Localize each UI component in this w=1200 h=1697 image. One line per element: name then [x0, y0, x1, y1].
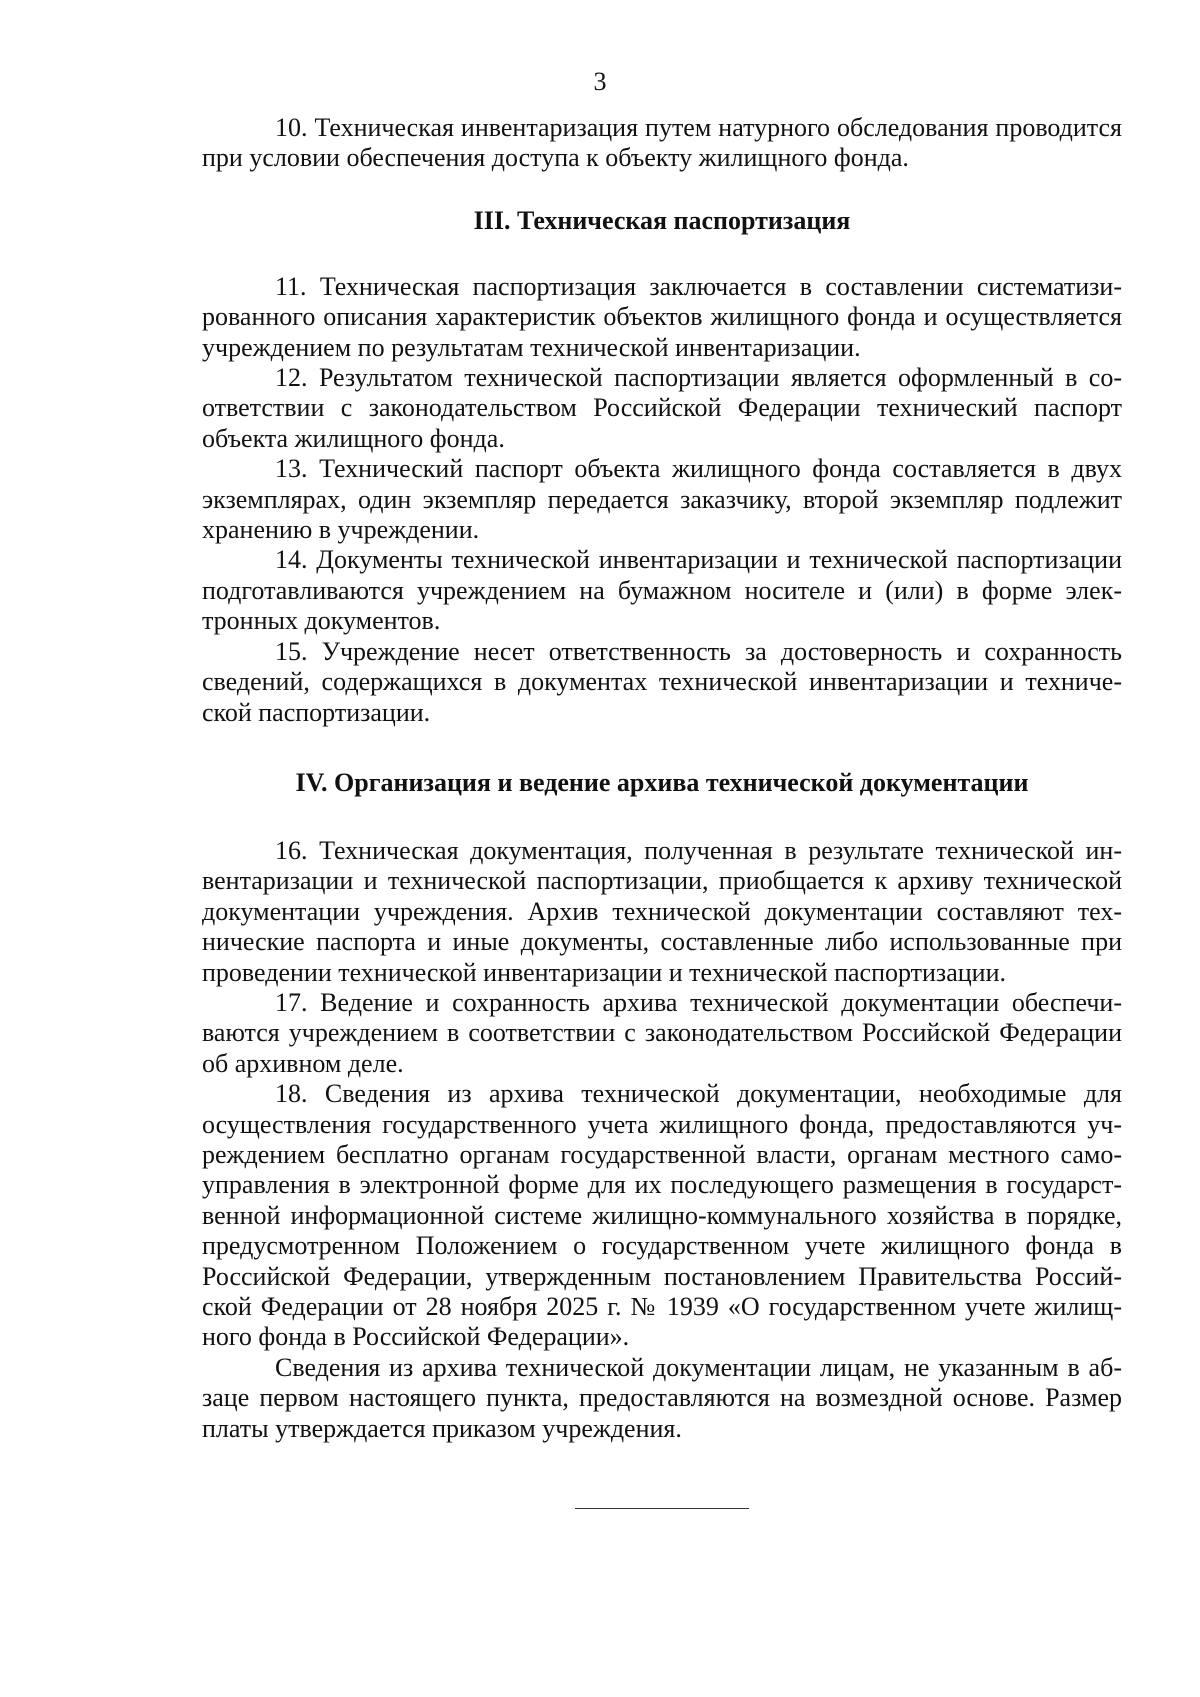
- section-heading-4: IV. Организация и ведение архива технической документации: [295, 767, 1029, 797]
- paragraph-15: 15. Учреждение несет ответственность за достоверность и сохранность сведений, содержащихся в документах технической инвентаризации и технической паспортизации.: [202, 636, 1122, 727]
- paragraph-12: 12. Результатом технической паспортизации является оформленный в соответствии с законодательством Российской Федерации технический паспорт объекта жилищного фонда.: [202, 363, 1122, 453]
- end-of-document-line: [575, 1508, 749, 1509]
- section-heading-3: III. Техническая паспортизация: [473, 205, 851, 235]
- paragraph-16: 16. Техническая документация, полученная в результате технической инвентаризации и технической паспортизации, приобщается к архиву технической документации учреждения. Архив технической документации составляют технические паспорта и иные документы, составленные либо использованные при проведении технической инвентаризации и технической паспортизации.: [202, 835, 1122, 987]
- paragraph-14: 14. Документы технической инвентаризации и технической паспортизации подготавливаются учреждением на бумажном носителе и (или) в форме электронных документов.: [202, 545, 1122, 636]
- paragraph-10: 10. Техническая инвентаризация путем натурного обследования проводится при условии обеспечения доступа к объекту жилищного фонда.: [202, 113, 1122, 173]
- document-body: [202, 113, 1122, 1444]
- paragraph-17: 17. Ведение и сохранность архива технической документации обеспечиваются учреждением в соответствии с законодательством Российской Федерации об архивном деле.: [202, 987, 1122, 1078]
- paragraph-18: 18. Сведения из архива технической документации, необходимые для осуществления государственного учета жилищного фонда, предоставляются учреждением бесплатно органам государственной власти, органам местного самоуправления в электронной форме для их последующего размещения в государственной информационной системе жилищно-коммунального хозяйства в порядке, предусмотренном Положением о государственном учете жилищного фонда в Российской Федерации, утвержденным постановлением Правительства Российской Федерации от 28 ноября 2025 г. № 1939 «О государственном учете жилищного фонда в Российской Федерации».: [202, 1079, 1122, 1352]
- paragraph-13: 13. Технический паспорт объекта жилищного фонда составляется в двух экземплярах, один экземпляр передается заказчику, второй экземпляр подлежит хранению в учреждении.: [202, 454, 1122, 545]
- paragraph-18-continuation: Сведения из архива технической документации лицам, не указанным в абзаце первом настоящего пункта, предоставляются на возмездной основе. Размер платы утверждается приказом учреждения.: [202, 1352, 1122, 1443]
- paragraph-11: 11. Техническая паспортизация заключается в составлении систематизированного описания характеристик объектов жилищного фонда и осуществляется учреждением по результатам технической инвентаризации.: [202, 271, 1122, 362]
- page-number: 3: [593, 67, 607, 96]
